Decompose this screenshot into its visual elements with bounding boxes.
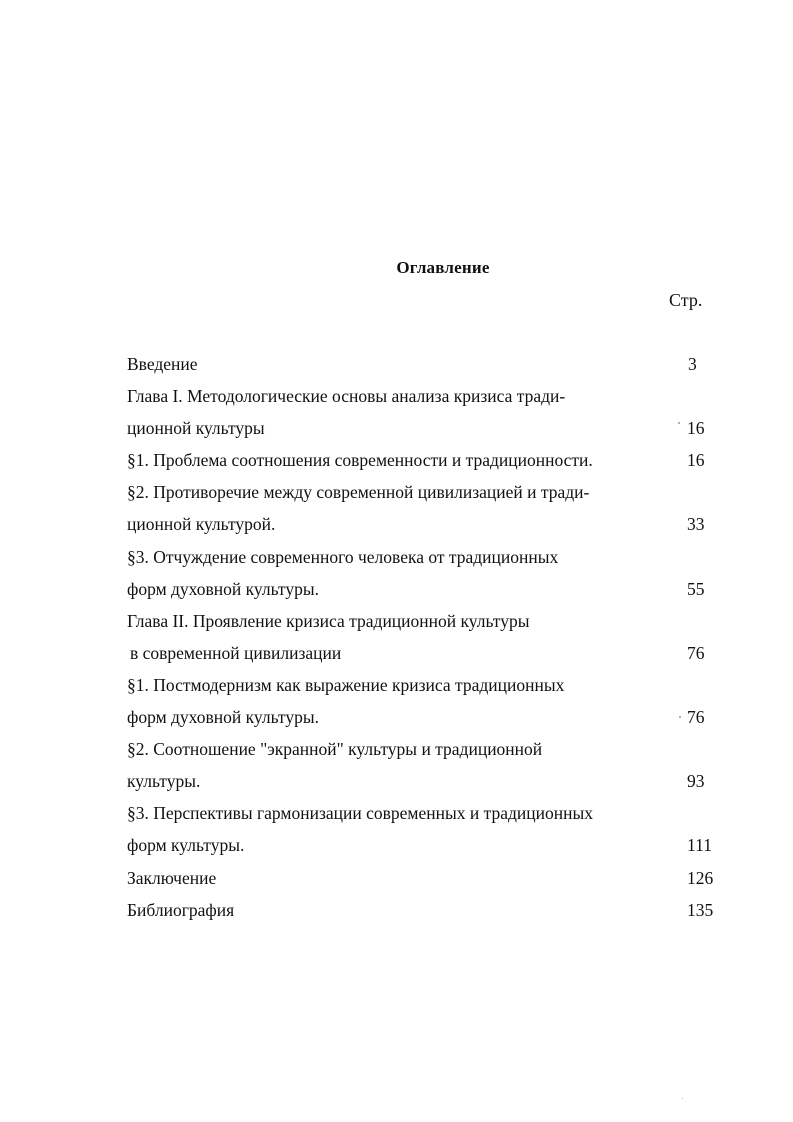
- toc-entry-page: 33: [687, 514, 705, 535]
- toc-entry-text: Заключение: [127, 867, 217, 888]
- toc-entry-conclusion: [127, 862, 727, 894]
- toc-title: Оглавление: [396, 258, 490, 277]
- toc-entry-text: в современной цивилизации: [130, 642, 342, 663]
- toc-entry-ch2-sec2: [127, 733, 727, 765]
- toc-entry-text: §1. Проблема соотношения современности и традиционности.: [127, 450, 593, 471]
- toc-entry-introduction: [127, 348, 727, 380]
- toc-entry-text: культуры.: [127, 771, 201, 792]
- toc-entry-ch1-sec2: [127, 476, 727, 508]
- toc-entry-page: 55: [687, 578, 705, 599]
- toc-entry-page: 93: [687, 771, 705, 792]
- page-column-header: Стр.: [669, 290, 703, 310]
- toc-entry-page: 16: [687, 418, 705, 439]
- toc-entry-text: §1. Постмодернизм как выражение кризиса традиционных: [127, 674, 565, 695]
- toc-entry-chapter-1: [127, 380, 727, 412]
- toc-entry-text: форм духовной культуры.: [127, 578, 319, 599]
- toc-entry-page: 126: [687, 867, 714, 888]
- toc-entry-chapter-2-cont: [127, 637, 727, 669]
- toc-entry-bibliography: [127, 894, 727, 926]
- toc-entry-page: 76: [687, 642, 705, 663]
- toc-entry-text: Библиография: [127, 899, 235, 920]
- toc-entry-text: Введение: [127, 354, 198, 374]
- toc-entry-page: 135: [687, 899, 714, 920]
- toc-entry-text: ционной культуры: [127, 418, 265, 439]
- toc-entry-ch2-sec1-cont: [127, 701, 727, 733]
- toc-entry-chapter-2: [127, 605, 727, 637]
- toc-entry-ch2-sec1: [127, 669, 727, 701]
- toc-entry-text: §3. Отчуждение современного человека от традиционных: [127, 546, 559, 567]
- toc-entry-ch2-sec3-cont: [127, 829, 727, 861]
- scan-speck: [678, 422, 680, 424]
- scan-speck: [679, 716, 681, 718]
- toc-entry-ch1-sec3: [127, 541, 727, 573]
- toc-entry-ch1-sec1: [127, 444, 727, 476]
- toc-entry-text: форм культуры.: [127, 835, 245, 856]
- scan-speck: [682, 1098, 683, 1099]
- toc-entry-text: Глава II. Проявление кризиса традиционной культуры: [127, 610, 530, 631]
- toc-entry-text: форм духовной культуры.: [127, 707, 319, 728]
- toc-entry-ch2-sec3: [127, 797, 727, 829]
- toc-entry-text: §3. Перспективы гармонизации современных и традиционных: [127, 803, 593, 824]
- toc-entry-ch1-sec2-cont: [127, 508, 727, 540]
- toc-entry-chapter-1-cont: [127, 412, 727, 444]
- toc-entry-page: 3: [688, 354, 697, 374]
- toc-entry-text: Глава I. Методологические основы анализа кризиса тради-: [127, 386, 566, 407]
- toc-entry-text: §2. Противоречие между современной цивилизацией и тради-: [127, 482, 590, 503]
- toc-entry-ch1-sec3-cont: [127, 573, 727, 605]
- toc-entry-page: 111: [687, 835, 712, 856]
- table-of-contents: [127, 348, 727, 926]
- toc-entry-page: 76: [687, 707, 705, 728]
- toc-entry-text: ционной культурой.: [127, 514, 276, 535]
- toc-entry-page: 16: [687, 450, 705, 471]
- toc-entry-ch2-sec2-cont: [127, 765, 727, 797]
- toc-entry-text: §2. Соотношение "экранной" культуры и традиционной: [127, 739, 543, 760]
